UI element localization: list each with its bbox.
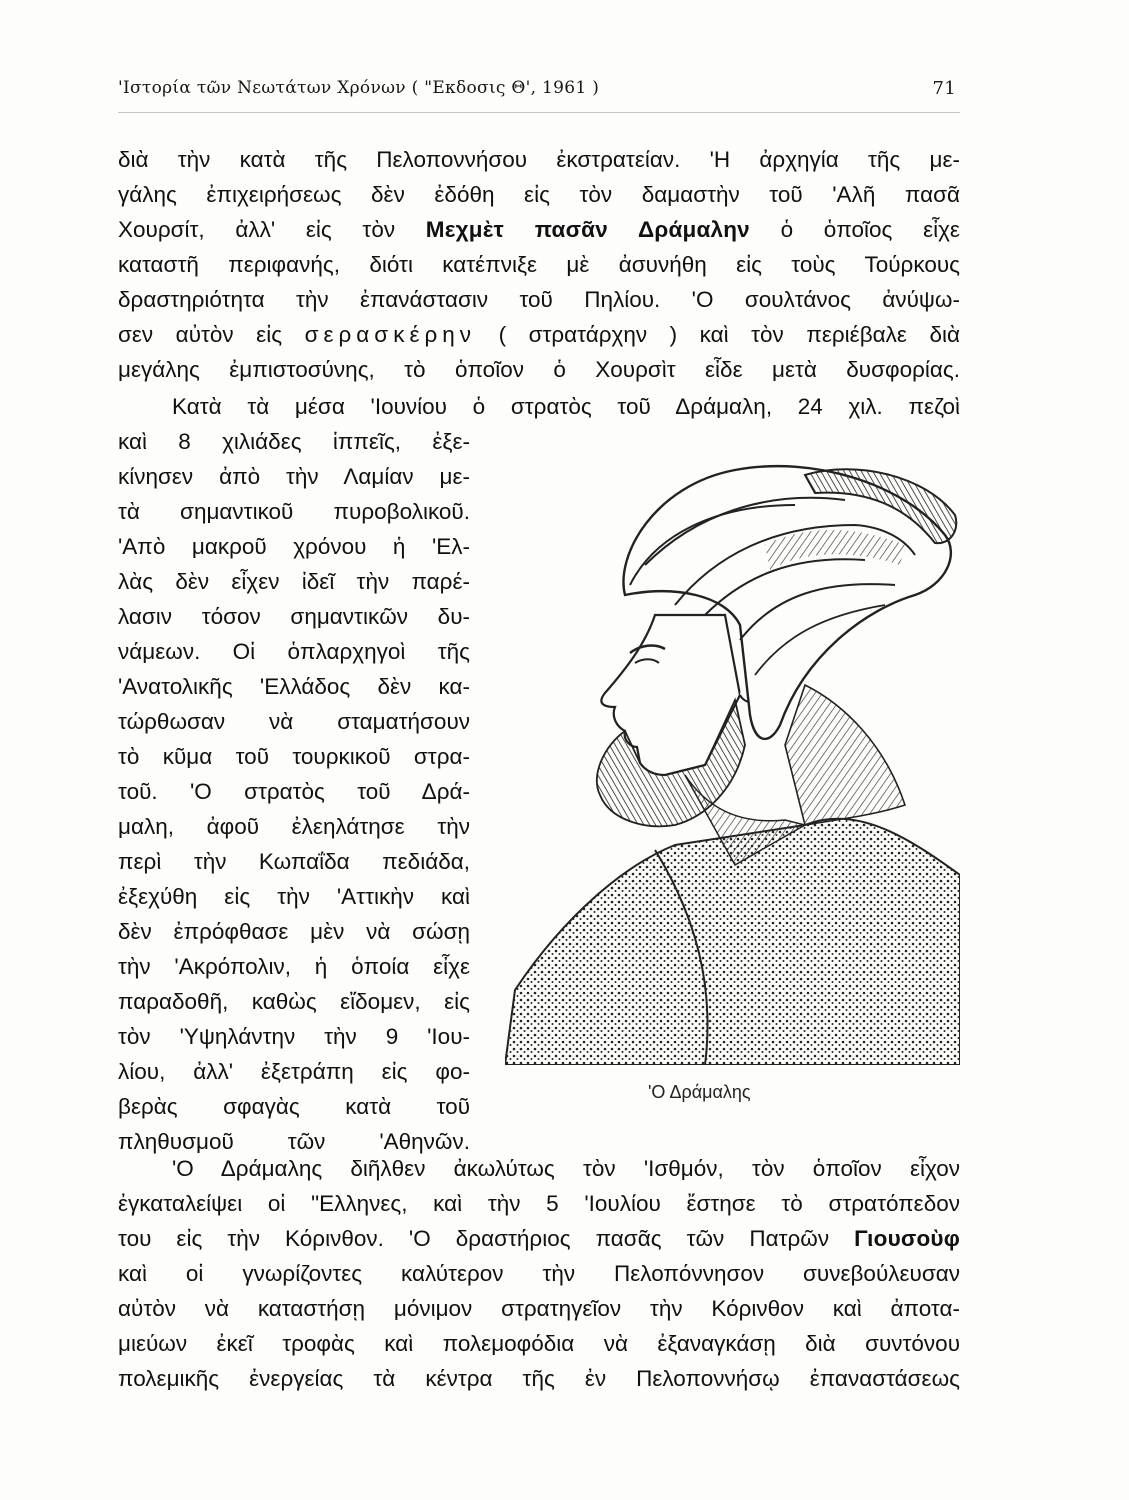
text-line: τὸ κῦμα τοῦ τουρκικοῦ στρα- <box>118 744 470 769</box>
text-line: Κατὰ τὰ μέσα 'Ιουνίου ὁ στρατὸς τοῦ Δράμαλη, 24 χιλ. πεζοὶ <box>172 394 960 419</box>
name-mehmet-dramali: Μεχμὲτ πασᾶν Δράμαλην <box>425 217 750 242</box>
text-line: τοῦ. 'Ο στρατὸς τοῦ Δρά- <box>118 779 470 804</box>
figure-caption: 'Ο Δράμαλης <box>648 1082 751 1102</box>
text-line: κίνησεν ἀπὸ τὴν Λαμίαν με- <box>118 464 470 489</box>
text-line: λίου, ἀλλ' ἐξετράπη εἰς φο- <box>118 1059 470 1084</box>
page-number: 71 <box>932 78 956 99</box>
text-line: τὴν 'Ακρόπολιν, ἡ ὁποία εἶχε <box>118 954 470 979</box>
text-line: μεγάλης ἐμπιστοσύνης, τὸ ὁποῖον ὁ Χουρσὶτ εἶδε μετὰ δυσφορίας. <box>118 357 960 382</box>
header-rule <box>118 112 960 113</box>
text-line: τὰ σημαντικοῦ πυροβολικοῦ. <box>118 499 470 524</box>
text-line: γάλης ἐπιχειρήσεως δὲν ἐδόθη εἰς τὸν δαμαστὴν τοῦ 'Αλῆ πασᾶ <box>118 182 960 207</box>
text-line: του εἰς τὴν Κόρινθον. 'Ο δραστήριος πασᾶς τῶν Πατρῶν Γιουσοὺφ <box>118 1226 960 1251</box>
text-line: διὰ τὴν κατὰ τῆς Πελοποννήσου ἐκστρατείαν. 'Η ἀρχηγία τῆς με- <box>118 147 960 172</box>
text-line: 'Απὸ μακροῦ χρόνου ἡ 'Ελ- <box>118 534 470 559</box>
text-line: τὸν 'Υψηλάντην τὴν 9 'Ιου- <box>118 1024 470 1049</box>
running-header <box>118 78 960 106</box>
dramali-portrait <box>505 445 960 1065</box>
text-line: σεν αὐτὸν εἰς σερασκέρην ( στρατάρχην ) καὶ τὸν περιέβαλε διὰ <box>118 322 960 347</box>
text-line: βερὰς σφαγὰς κατὰ τοῦ <box>118 1094 470 1119</box>
text-line: πληθυσμοῦ τῶν 'Αθηνῶν. <box>118 1129 470 1154</box>
text-line: καὶ 8 χιλιάδες ἱππεῖς, ἐξε- <box>118 429 470 454</box>
text-line: δὲν ἐπρόφθασε μὲν νὰ σώσῃ <box>118 919 470 944</box>
running-title: 'Ιστορία τῶν Νεωτάτων Χρόνων ( "Εκδοσις Θ', 1961 ) <box>118 78 600 98</box>
text-line: λὰς δὲν εἶχεν ἰδεῖ τὴν παρέ- <box>118 569 470 594</box>
text-line: μαλη, ἀφοῦ ἐλεηλάτησε τὴν <box>118 814 470 839</box>
text-line: αὐτὸν νὰ καταστήσῃ μόνιμον στρατηγεῖον τὴν Κόρινθον καὶ ἀποτα- <box>118 1296 960 1321</box>
text-line: ἐξεχύθη εἰς τὴν 'Αττικὴν καὶ <box>118 884 470 909</box>
text-line: 'Ανατολικῆς 'Ελλάδος δὲν κα- <box>118 674 470 699</box>
text-line: δραστηριότητα τὴν ἐπανάστασιν τοῦ Πηλίου. 'Ο σουλτάνος ἀνύψω- <box>118 287 960 312</box>
spaced-term: σερασκέρην <box>304 322 477 347</box>
name-giousouf: Γιουσοὺφ <box>854 1226 960 1251</box>
text-line: καὶ οἱ γνωρίζοντες καλύτερον τὴν Πελοπόννησον συνεβούλευσαν <box>118 1261 960 1286</box>
text-line: καταστῆ περιφανής, διότι κατέπνιξε μὲ ἀσυνήθη εἰς τοὺς Τούρκους <box>118 252 960 277</box>
text-line: τώρθωσαν νὰ σταματήσουν <box>118 709 470 734</box>
text-line: μιεύων ἐκεῖ τροφὰς καὶ πολεμοφόδια νὰ ἐξαναγκάσῃ διὰ συντόνου <box>118 1331 960 1356</box>
text-line: παραδοθῆ, καθὼς εἴδομεν, εἰς <box>118 989 470 1014</box>
text-line: 'Ο Δράμαλης διῆλθεν ἀκωλύτως τὸν 'Ισθμόν, τὸν ὁποῖον εἶχον <box>172 1156 960 1181</box>
text-line: ἐγκαταλείψει οἱ "Ελληνες, καὶ τὴν 5 'Ιουλίου ἔστησε τὸ στρατόπεδον <box>118 1191 960 1216</box>
text-line: λασιν τόσον σημαντικῶν δυ- <box>118 604 470 629</box>
text-line: Χουρσίτ, ἀλλ' εἰς τὸν Μεχμὲτ πασᾶν Δράμαλην ὁ ὁποῖος εἶχε <box>118 217 960 242</box>
text-line: πολεμικῆς ἐνεργείας τὰ κέντρα τῆς ἐν Πελοποννήσῳ ἐπαναστάσεως <box>118 1366 960 1391</box>
text-line: περὶ τὴν Κωπαΐδα πεδιάδα, <box>118 849 470 874</box>
text-line: νάμεων. Οἱ ὁπλαρχηγοὶ τῆς <box>118 639 470 664</box>
